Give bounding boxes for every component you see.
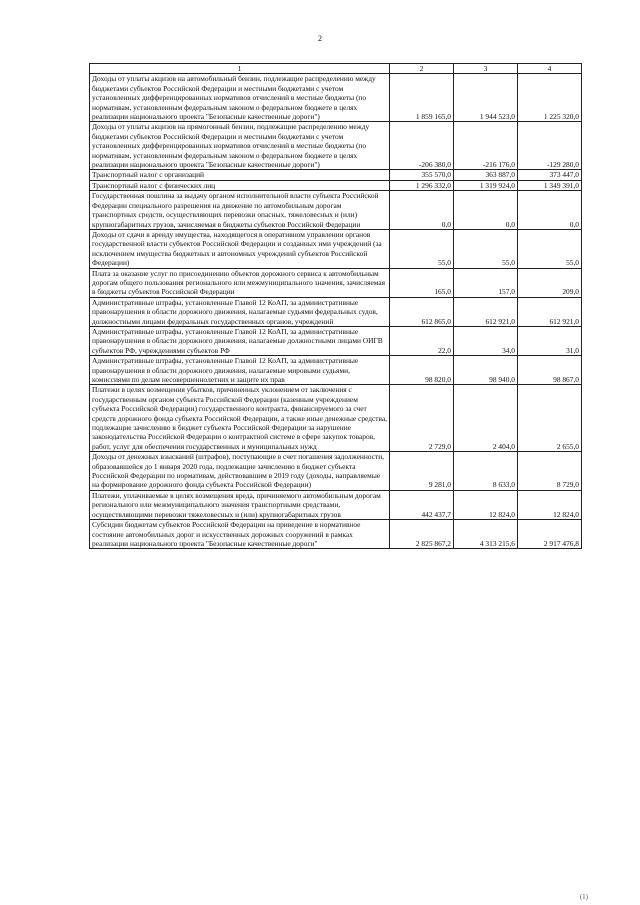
column-header-1: 1 <box>90 64 390 74</box>
row-value-col4: 1 349 391,0 <box>518 180 582 190</box>
table-row <box>90 180 582 190</box>
table-row <box>90 356 582 385</box>
row-value-col3: -216 176,0 <box>454 122 518 170</box>
table-row <box>90 297 582 326</box>
row-description: Административные штрафы, установленные Главой 12 КоАП, за административные правонарушения в области дорожного движения, налагаемые судьями федеральных судов, должностными лицами федеральных государственных органов, учреждений <box>90 297 390 326</box>
column-header-2: 2 <box>390 64 454 74</box>
row-value-col3: 12 824,0 <box>454 490 518 519</box>
table-row <box>90 520 582 549</box>
table-header-row <box>90 64 582 74</box>
row-value-col3: 612 921,0 <box>454 297 518 326</box>
row-description: Доходы от сдачи в аренду имущества, находящегося в оперативном управлении органов государственной власти субъектов Российской Федерации и созданных ими учреждений (за исключением имущества бюджетных и автономных учреждений субъектов Российской Федерации) <box>90 229 390 268</box>
table-row <box>90 452 582 491</box>
row-value-col3: 1 944 523,0 <box>454 74 518 122</box>
row-value-col4: 373 447,0 <box>518 170 582 180</box>
row-value-col3: 34,0 <box>454 326 518 355</box>
row-value-col4: 209,0 <box>518 268 582 297</box>
row-value-col4: 612 921,0 <box>518 297 582 326</box>
row-value-col4: -129 280,0 <box>518 122 582 170</box>
row-value-col4: 55,0 <box>518 229 582 268</box>
row-value-col3: 0,0 <box>454 191 518 230</box>
table-row <box>90 170 582 180</box>
row-value-col3: 98 940,0 <box>454 356 518 385</box>
row-description: Транспортный налог с организаций <box>90 170 390 180</box>
table-row <box>90 74 582 122</box>
row-value-col4: 8 729,0 <box>518 452 582 491</box>
row-description: Транспортный налог с физических лиц <box>90 180 390 190</box>
row-value-col2: 0,0 <box>390 191 454 230</box>
row-value-col2: 442 437,7 <box>390 490 454 519</box>
table-body <box>90 74 582 549</box>
row-value-col3: 157,0 <box>454 268 518 297</box>
table-row <box>90 229 582 268</box>
row-value-col2: 612 865,0 <box>390 297 454 326</box>
row-description: Плата за оказание услуг по присоединению объектов дорожного сервиса к автомобильным дорогам общего пользования регионального или межмуниципального значения, зачисляемая в бюджеты субъектов Российской Федерации <box>90 268 390 297</box>
table-row <box>90 122 582 170</box>
row-description: Платежи, уплачиваемые в целях возмещения вреда, причиняемого автомобильным дорогам регионального или межмуниципального значения транспортными средствами, осуществляющими перевозки тяжеловесных и (или) крупногабаритных грузов <box>90 490 390 519</box>
row-value-col4: 12 824,0 <box>518 490 582 519</box>
table-row <box>90 191 582 230</box>
row-value-col2: 22,0 <box>390 326 454 355</box>
row-description: Доходы от денежных взысканий (штрафов), поступающие в счет погашения задолженности, образовавшейся до 1 января 2020 года, подлежащие зачислению в бюджет субъекта Российской Федерации по нормативам, действовавшим в 2019 году (доходы, направляемые на формирование дорожного фонда субъекта Российской Федерации) <box>90 452 390 491</box>
row-value-col4: 0,0 <box>518 191 582 230</box>
row-value-col2: 55,0 <box>390 229 454 268</box>
row-description: Административные штрафы, установленные Главой 12 КоАП, за административные правонарушения в области дорожного движения, налагаемые мировыми судьями, комиссиями по делам несовершеннолетних и защите их прав <box>90 356 390 385</box>
row-value-col2: 2 729,0 <box>390 385 454 452</box>
row-value-col3: 8 633,0 <box>454 452 518 491</box>
row-value-col4: 31,0 <box>518 326 582 355</box>
row-description: Платежи в целях возмещения убытков, причиненных уклонением от заключения с государственным органом субъекта Российской Федерации (казенным учреждением субъекта Российской Федерации) государственного контракта, финансируемого за счет средств дорожного фонда субъекта Российской Федерации, а также иные денежные средства, подлежащие зачислению в бюджет субъекта Российской Федерации за нарушение законодательства Российской Федерации о контрактной системе в сфере закупок товаров, работ, услуг для обеспечения государственных и муниципальных нужд <box>90 385 390 452</box>
table-row <box>90 268 582 297</box>
row-value-col3: 55,0 <box>454 229 518 268</box>
row-value-col3: 363 887,0 <box>454 170 518 180</box>
row-value-col2: 1 859 165,0 <box>390 74 454 122</box>
row-value-col2: 2 825 867,2 <box>390 520 454 549</box>
column-header-3: 3 <box>454 64 518 74</box>
revenue-table <box>89 63 582 549</box>
column-header-4: 4 <box>518 64 582 74</box>
row-value-col2: 165,0 <box>390 268 454 297</box>
row-description: Субсидии бюджетам субъектов Российской Федерации на приведение в нормативное состояние автомобильных дорог и искусственных дорожных сооружений в рамках реализации национального проекта "Безопасные качественные дороги" <box>90 520 390 549</box>
table-row <box>90 490 582 519</box>
table-row <box>90 385 582 452</box>
row-value-col2: 1 296 332,0 <box>390 180 454 190</box>
page-number: 2 <box>318 34 322 43</box>
row-value-col4: 1 225 320,0 <box>518 74 582 122</box>
row-value-col2: 355 570,0 <box>390 170 454 180</box>
row-value-col4: 2 917 476,8 <box>518 520 582 549</box>
row-value-col2: -206 380,0 <box>390 122 454 170</box>
row-value-col4: 98 867,0 <box>518 356 582 385</box>
row-value-col4: 2 655,0 <box>518 385 582 452</box>
row-value-col2: 9 281,0 <box>390 452 454 491</box>
row-description: Административные штрафы, установленные Главой 12 КоАП, за административные правонарушения в области дорожного движения, налагаемые должностными лицами ОИГВ субъектов РФ, учреждениями субъектов РФ <box>90 326 390 355</box>
row-value-col3: 2 404,0 <box>454 385 518 452</box>
row-value-col3: 4 313 215,6 <box>454 520 518 549</box>
row-value-col2: 98 820,0 <box>390 356 454 385</box>
row-value-col3: 1 319 924,0 <box>454 180 518 190</box>
corner-mark: (1) <box>579 893 588 901</box>
row-description: Доходы от уплаты акцизов на автомобильный бензин, подлежащие распределению между бюджетами субъектов Российской Федерации и местными бюджетами с учетом установленных дифференцированных нормативов отчислений в местные бюджеты (по нормативам, установленным федеральным законом о федеральном бюджете в целях реализации национального проекта "Безопасные качественные дороги") <box>90 74 390 122</box>
table-row <box>90 326 582 355</box>
row-description: Доходы от уплаты акцизов на прямогонный бензин, подлежащие распределению между бюджетами субъектов Российской Федерации и местными бюджетами с учетом установленных дифференцированных нормативов отчислений в местные бюджеты (по нормативам, установленным федеральным законом о федеральном бюджете в целях реализации национального проекта "Безопасные качественные дороги") <box>90 122 390 170</box>
row-description: Государственная пошлина за выдачу органом исполнительной власти субъекта Российской Федерации специального разрешения на движение по автомобильным дорогам транспортных средств, осуществляющих перевозки опасных, тяжеловесных и (или) крупногабаритных грузов, зачисляемая в бюджеты субъектов Российской Федерации <box>90 191 390 230</box>
